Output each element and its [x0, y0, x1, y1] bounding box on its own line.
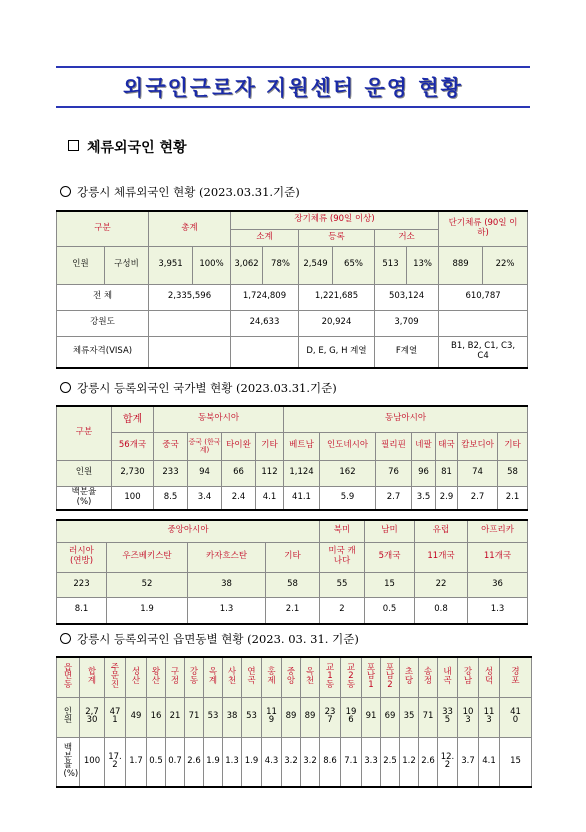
cell: 2.7: [458, 486, 498, 510]
header-country: 11개국: [468, 542, 528, 572]
cell: 96: [412, 460, 436, 486]
header-district: [438, 657, 458, 697]
cell: [479, 697, 500, 737]
cell-empty: [439, 310, 528, 336]
header-district-text: 합계: [87, 667, 97, 686]
cell: 2.1: [498, 486, 528, 510]
cell: 2,335,596: [149, 284, 231, 310]
cell: 16: [147, 697, 166, 737]
cell: 4.1: [479, 737, 500, 787]
cell: 2.5: [381, 737, 400, 787]
cell: 22%: [483, 246, 528, 284]
header-district: [147, 657, 166, 697]
header-country: 베트남: [284, 432, 320, 460]
table4-caption-text: 강릉시 등록외국인 읍면동별 현황 (2023. 03. 31. 기준): [77, 632, 359, 646]
table1-caption-text: 강릉시 체류외국인 현황 (2023.03.31.기준): [77, 185, 300, 199]
cell: 41.1: [284, 486, 320, 510]
cell-text: 335: [442, 706, 453, 726]
header-district-label-text: 읍면동: [63, 662, 73, 690]
header-gubun: 구분: [57, 406, 112, 460]
header-district-text: 사천: [227, 667, 237, 686]
header-district-text: 연곡: [247, 667, 256, 686]
cell: 1.9: [107, 597, 188, 624]
header-district-text: 교1동: [325, 662, 335, 690]
header-district: [223, 657, 242, 697]
cell: 1.3: [468, 597, 528, 624]
cell: 3,709: [375, 310, 439, 336]
cell: 3.2: [301, 737, 320, 787]
cell-text: 17.2: [108, 751, 122, 771]
cell: 53: [204, 697, 223, 737]
cell: [320, 697, 341, 737]
cell: 5.9: [320, 486, 376, 510]
row-label: 전 체: [57, 284, 149, 310]
cell: 3.2: [282, 737, 301, 787]
cell: 1,724,809: [231, 284, 299, 310]
cell: 38: [188, 572, 266, 597]
header-country: 11개국: [415, 542, 468, 572]
cell: 2,549: [299, 246, 333, 284]
header-district-text: 경포: [511, 667, 520, 686]
cell: 2.6: [185, 737, 204, 787]
header-district-text: 홍제: [267, 667, 276, 686]
header-district: [166, 657, 185, 697]
header-registered: 등록: [299, 229, 375, 246]
row-label: 구성비: [105, 246, 149, 284]
cell: 22: [415, 572, 468, 597]
cell: 66: [222, 460, 256, 486]
header-africa: 아프리카: [468, 520, 528, 542]
cell: 889: [439, 246, 483, 284]
cell: 15: [365, 572, 415, 597]
header-district-text: 교2동: [346, 662, 356, 690]
row-label: 인원: [57, 246, 105, 284]
cell: 4.1: [256, 486, 284, 510]
header-country: 기타: [266, 542, 320, 572]
cell-text: 113: [483, 706, 495, 726]
cell: 65%: [333, 246, 375, 284]
cell: 52: [107, 572, 188, 597]
header-district-text: 강동: [189, 667, 199, 686]
cell: 7.1: [341, 737, 362, 787]
cell: 2.4: [222, 486, 256, 510]
cell: 36: [468, 572, 528, 597]
header-country: 캄보디아: [458, 432, 498, 460]
cell-text: 2,730: [85, 706, 99, 726]
header-district: [185, 657, 204, 697]
header-central-asia: 중앙아시아: [57, 520, 320, 542]
row-label-text: 백분율 (%): [63, 743, 79, 779]
cell: 35: [400, 697, 419, 737]
header-district-text: 구정: [170, 667, 180, 686]
cell: 4.3: [262, 737, 282, 787]
header-country: 기타: [256, 432, 284, 460]
header-district: [500, 657, 532, 697]
cell: 8.6: [320, 737, 341, 787]
header-district: [204, 657, 223, 697]
header-district-text: 왕산: [151, 667, 161, 686]
cell: 2.7: [376, 486, 412, 510]
cell: 8.1: [57, 597, 107, 624]
cell-empty: [149, 336, 231, 368]
cell-text: 103: [462, 706, 474, 726]
header-district: [126, 657, 147, 697]
header-district-text: 주문진: [110, 662, 120, 690]
cell: 3.4: [188, 486, 222, 510]
cell: 1.3: [223, 737, 242, 787]
header-short-stay: 단기체류 (90일 이하): [439, 211, 528, 246]
cell: [105, 697, 126, 737]
header-europe: 유럽: [415, 520, 468, 542]
cell: 15: [500, 737, 532, 787]
header-country: 카자흐스탄: [188, 542, 266, 572]
cell: 2.1: [266, 597, 320, 624]
cell: 1,221,685: [299, 284, 375, 310]
district-table: [56, 656, 532, 788]
header-country: 중국 (한국계): [188, 432, 222, 460]
cell: [500, 697, 532, 737]
header-country: 필리핀: [376, 432, 412, 460]
cell: 71: [419, 697, 438, 737]
header-total: 총계: [149, 211, 231, 246]
cell: 223: [57, 572, 107, 597]
header-country: 타이완: [222, 432, 256, 460]
row-label: 인원: [57, 460, 112, 486]
title-top-rule: [56, 66, 530, 68]
cell: 2: [320, 597, 365, 624]
cell: 162: [320, 460, 376, 486]
header-district: [105, 657, 126, 697]
header-district-text: 옥계: [208, 667, 218, 686]
header-district-text: 내곡: [443, 667, 452, 686]
header-south-america: 남미: [365, 520, 415, 542]
header-district: [242, 657, 262, 697]
header-gubun: 구분: [57, 211, 149, 246]
circle-bullet-icon: [60, 186, 71, 197]
cell: 24,633: [231, 310, 299, 336]
row-label-text: 인원: [63, 706, 73, 726]
header-district-text: 포남1: [366, 662, 376, 690]
header-district-text: 초당: [404, 667, 414, 686]
cell: 100%: [193, 246, 231, 284]
cell: 610,787: [439, 284, 528, 310]
header-district-text: 옥천: [305, 667, 315, 686]
cell: 78%: [263, 246, 299, 284]
header-district-text: 성덕: [484, 667, 494, 686]
cell: 20,924: [299, 310, 375, 336]
cell: 13%: [407, 246, 439, 284]
cell: 1.9: [242, 737, 262, 787]
cell: 49: [126, 697, 147, 737]
cell: 112: [256, 460, 284, 486]
header-district: [80, 657, 105, 697]
cell: 1.3: [188, 597, 266, 624]
cell: 76: [376, 460, 412, 486]
cell: [105, 737, 126, 787]
cell: 21: [166, 697, 185, 737]
header-district: [479, 657, 500, 697]
header-district: [262, 657, 282, 697]
table2-caption-text: 강릉시 등록외국인 국가별 현황 (2023.03.31.기준): [77, 381, 337, 395]
cell: [80, 697, 105, 737]
cell: 3,951: [149, 246, 193, 284]
header-district: [419, 657, 438, 697]
cell: 89: [282, 697, 301, 737]
header-country: 기타: [498, 432, 528, 460]
row-label: [57, 737, 80, 787]
cell: 8.5: [154, 486, 188, 510]
cell-text: 196: [345, 706, 357, 726]
cell: [262, 697, 282, 737]
header-country: 5개국: [365, 542, 415, 572]
header-country: 중국: [154, 432, 188, 460]
checkbox-square-icon: [68, 140, 79, 151]
cell: 53: [242, 697, 262, 737]
row-label: 체류자격(VISA): [57, 336, 149, 368]
header-district-text: 송정: [423, 667, 433, 686]
country-table-asia: [56, 405, 528, 511]
cell: 3.5: [412, 486, 436, 510]
table2-caption: [60, 380, 337, 396]
section-heading: [68, 137, 187, 157]
header-district-text: 강남: [463, 667, 473, 686]
header-country: 인도네시아: [320, 432, 376, 460]
header-district: [400, 657, 419, 697]
cell: 0.5: [365, 597, 415, 624]
cell: 71: [185, 697, 204, 737]
cell-text: 410: [510, 706, 521, 726]
header-district-text: 중앙: [286, 667, 296, 686]
page-title: 외국인근로자 지원센터 운영 현황: [123, 76, 463, 100]
cell: [341, 697, 362, 737]
cell: 38: [223, 697, 242, 737]
cell: 1,124: [284, 460, 320, 486]
cell: 58: [266, 572, 320, 597]
header-country: 네팔: [412, 432, 436, 460]
cell: [438, 737, 458, 787]
cell-empty: [149, 310, 231, 336]
header-country: 우즈베키스탄: [107, 542, 188, 572]
header-district: [458, 657, 479, 697]
row-label: [57, 697, 80, 737]
cell: 81: [436, 460, 458, 486]
cell: 1.7: [126, 737, 147, 787]
cell: 100: [112, 486, 154, 510]
row-label: 강원도: [57, 310, 149, 336]
header-residence: 거소: [375, 229, 439, 246]
cell: 3.7: [458, 737, 479, 787]
header-district: [381, 657, 400, 697]
country-table-other: [56, 519, 528, 625]
cell: 74: [458, 460, 498, 486]
header-district-text: 포남2: [385, 662, 395, 690]
cell-text: 12.2: [440, 751, 455, 771]
circle-bullet-icon: [60, 633, 71, 644]
cell: 2.6: [419, 737, 438, 787]
table1-caption: [60, 184, 300, 200]
cell-empty: [231, 336, 299, 368]
header-subtotal: 소계: [231, 229, 299, 246]
cell: 2.9: [436, 486, 458, 510]
cell-text: 471: [109, 706, 121, 726]
header-long-stay: 장기체류 (90일 이상): [231, 211, 439, 229]
cell: F계열: [375, 336, 439, 368]
cell: 233: [154, 460, 188, 486]
row-label: 백분율 (%): [57, 486, 112, 510]
header-district: [301, 657, 320, 697]
title-bottom-rule: [56, 106, 530, 108]
cell: 3.3: [362, 737, 381, 787]
cell-text: 119: [266, 706, 277, 726]
cell: 94: [188, 460, 222, 486]
header-southeast-asia: 동남아시아: [284, 406, 528, 432]
section-heading-text: 체류외국인 현황: [87, 140, 187, 156]
header-total: 합계: [112, 406, 154, 432]
cell: 0.7: [166, 737, 185, 787]
cell: 58: [498, 460, 528, 486]
cell: 503,124: [375, 284, 439, 310]
cell: 55: [320, 572, 365, 597]
cell: 1.2: [400, 737, 419, 787]
header-district-text: 성산: [131, 667, 141, 686]
header-district: [282, 657, 301, 697]
header-country-count: 56개국: [112, 432, 154, 460]
cell: 91: [362, 697, 381, 737]
header-district: [341, 657, 362, 697]
header-north-america: 북미: [320, 520, 365, 542]
circle-bullet-icon: [60, 382, 71, 393]
header-district-label: [57, 657, 80, 697]
cell: [438, 697, 458, 737]
cell: 2,730: [112, 460, 154, 486]
header-district: [320, 657, 341, 697]
header-country: 미국 캐나다: [320, 542, 365, 572]
cell: 0.5: [147, 737, 166, 787]
cell: B1, B2, C1, C3, C4: [439, 336, 528, 368]
stay-foreigners-table: [56, 210, 528, 369]
cell: 3,062: [231, 246, 263, 284]
header-country: 태국: [436, 432, 458, 460]
cell: 89: [301, 697, 320, 737]
cell: 513: [375, 246, 407, 284]
cell: 0.8: [415, 597, 468, 624]
header-northeast-asia: 동북아시아: [154, 406, 284, 432]
table4-caption: [60, 631, 359, 647]
cell-text: 237: [324, 706, 336, 726]
header-country: 러시아 (연방): [57, 542, 107, 572]
header-district: [362, 657, 381, 697]
cell: 69: [381, 697, 400, 737]
cell: [458, 697, 479, 737]
cell: 100: [80, 737, 105, 787]
cell: D, E, G, H 계열: [299, 336, 375, 368]
cell: 1.9: [204, 737, 223, 787]
